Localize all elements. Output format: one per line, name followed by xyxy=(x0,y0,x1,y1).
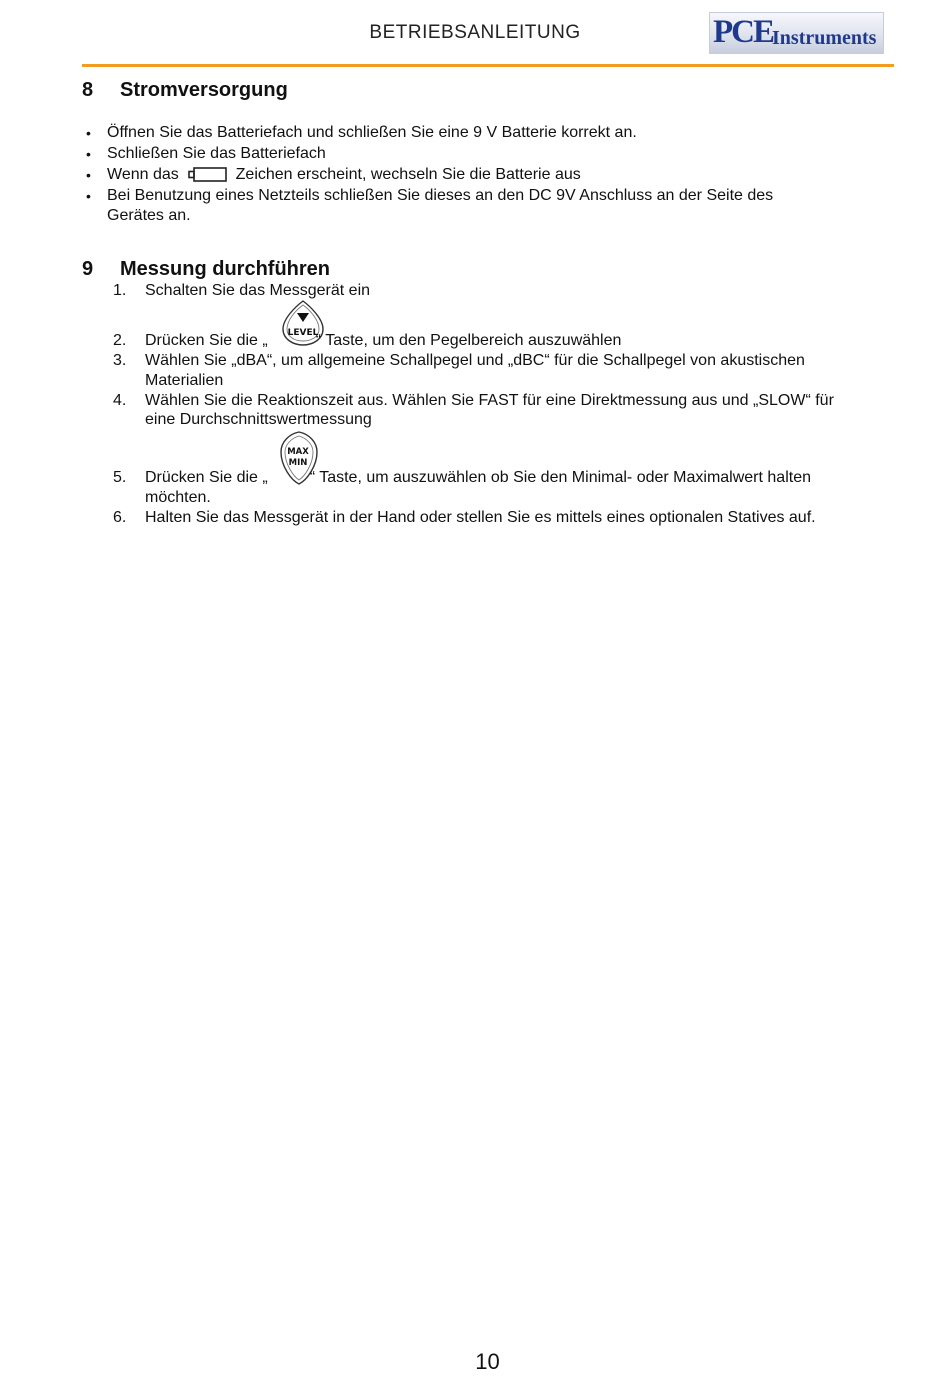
page-number: 10 xyxy=(475,1349,500,1374)
step-text-continuation: eine Durchschnittswertmessung xyxy=(145,411,372,428)
bullet-marker: • xyxy=(86,167,91,183)
step-text: Schalten Sie das Messgerät ein xyxy=(145,282,371,299)
step-text: Wählen Sie „dBA“, um allgemeine Schallpegel und „dBC“ für die Schallpegel von akustischen xyxy=(145,352,805,369)
step-number: 2. xyxy=(113,332,127,349)
step-text: Halten Sie das Messgerät in der Hand oder stellen Sie es mittels eines optionalen Statives auf. xyxy=(145,509,816,526)
step-number: 3. xyxy=(113,352,127,369)
list-item: Schließen Sie das Batteriefach xyxy=(107,145,326,162)
step-number: 6. xyxy=(113,509,127,526)
step-number: 5. xyxy=(113,469,127,486)
step-text: Drücken Sie die „ “ Taste, um auszuwählen ob Sie den Minimal- oder Maximalwert halten xyxy=(145,469,811,486)
step-text-continuation: möchten. xyxy=(145,489,211,506)
pce-instruments-logo: PCE Instruments xyxy=(709,12,884,54)
list-item-continuation: Gerätes an. xyxy=(107,207,191,224)
svg-text:LEVEL: LEVEL xyxy=(287,328,319,338)
bullet-marker: • xyxy=(86,188,91,204)
bullet-marker: • xyxy=(86,146,91,162)
list-item: Öffnen Sie das Batteriefach und schließen Sie eine 9 V Batterie korrekt an. xyxy=(107,124,637,141)
list-item: Wenn das Zeichen erscheint, wechseln Sie die Batterie aus xyxy=(107,166,581,183)
step-text-continuation: Materialien xyxy=(145,372,224,389)
step-text: Wählen Sie die Reaktionszeit aus. Wählen Sie FAST für eine Direktmessung aus und „SLOW“ für xyxy=(145,392,834,409)
step-text: Drücken Sie die „ “ Taste, um den Pegelbereich auszuwählen xyxy=(145,332,622,349)
battery-icon xyxy=(187,166,229,184)
svg-text:MIN: MIN xyxy=(288,458,308,468)
section-number: 9 xyxy=(82,258,94,280)
svg-text:MAX: MAX xyxy=(287,447,309,457)
list-item: Bei Benutzung eines Netzteils schließen Sie dieses an den DC 9V Anschluss an der Seite des xyxy=(107,187,774,204)
section-title: Stromversorgung xyxy=(120,79,288,101)
section-title: Messung durchführen xyxy=(120,258,331,280)
step-number: 1. xyxy=(113,282,127,299)
step-number: 4. xyxy=(113,392,127,409)
bullet-marker: • xyxy=(86,125,91,141)
header-divider xyxy=(82,64,894,67)
section-number: 8 xyxy=(82,79,94,101)
document-header-title: BETRIEBSANLEITUNG xyxy=(369,22,581,43)
